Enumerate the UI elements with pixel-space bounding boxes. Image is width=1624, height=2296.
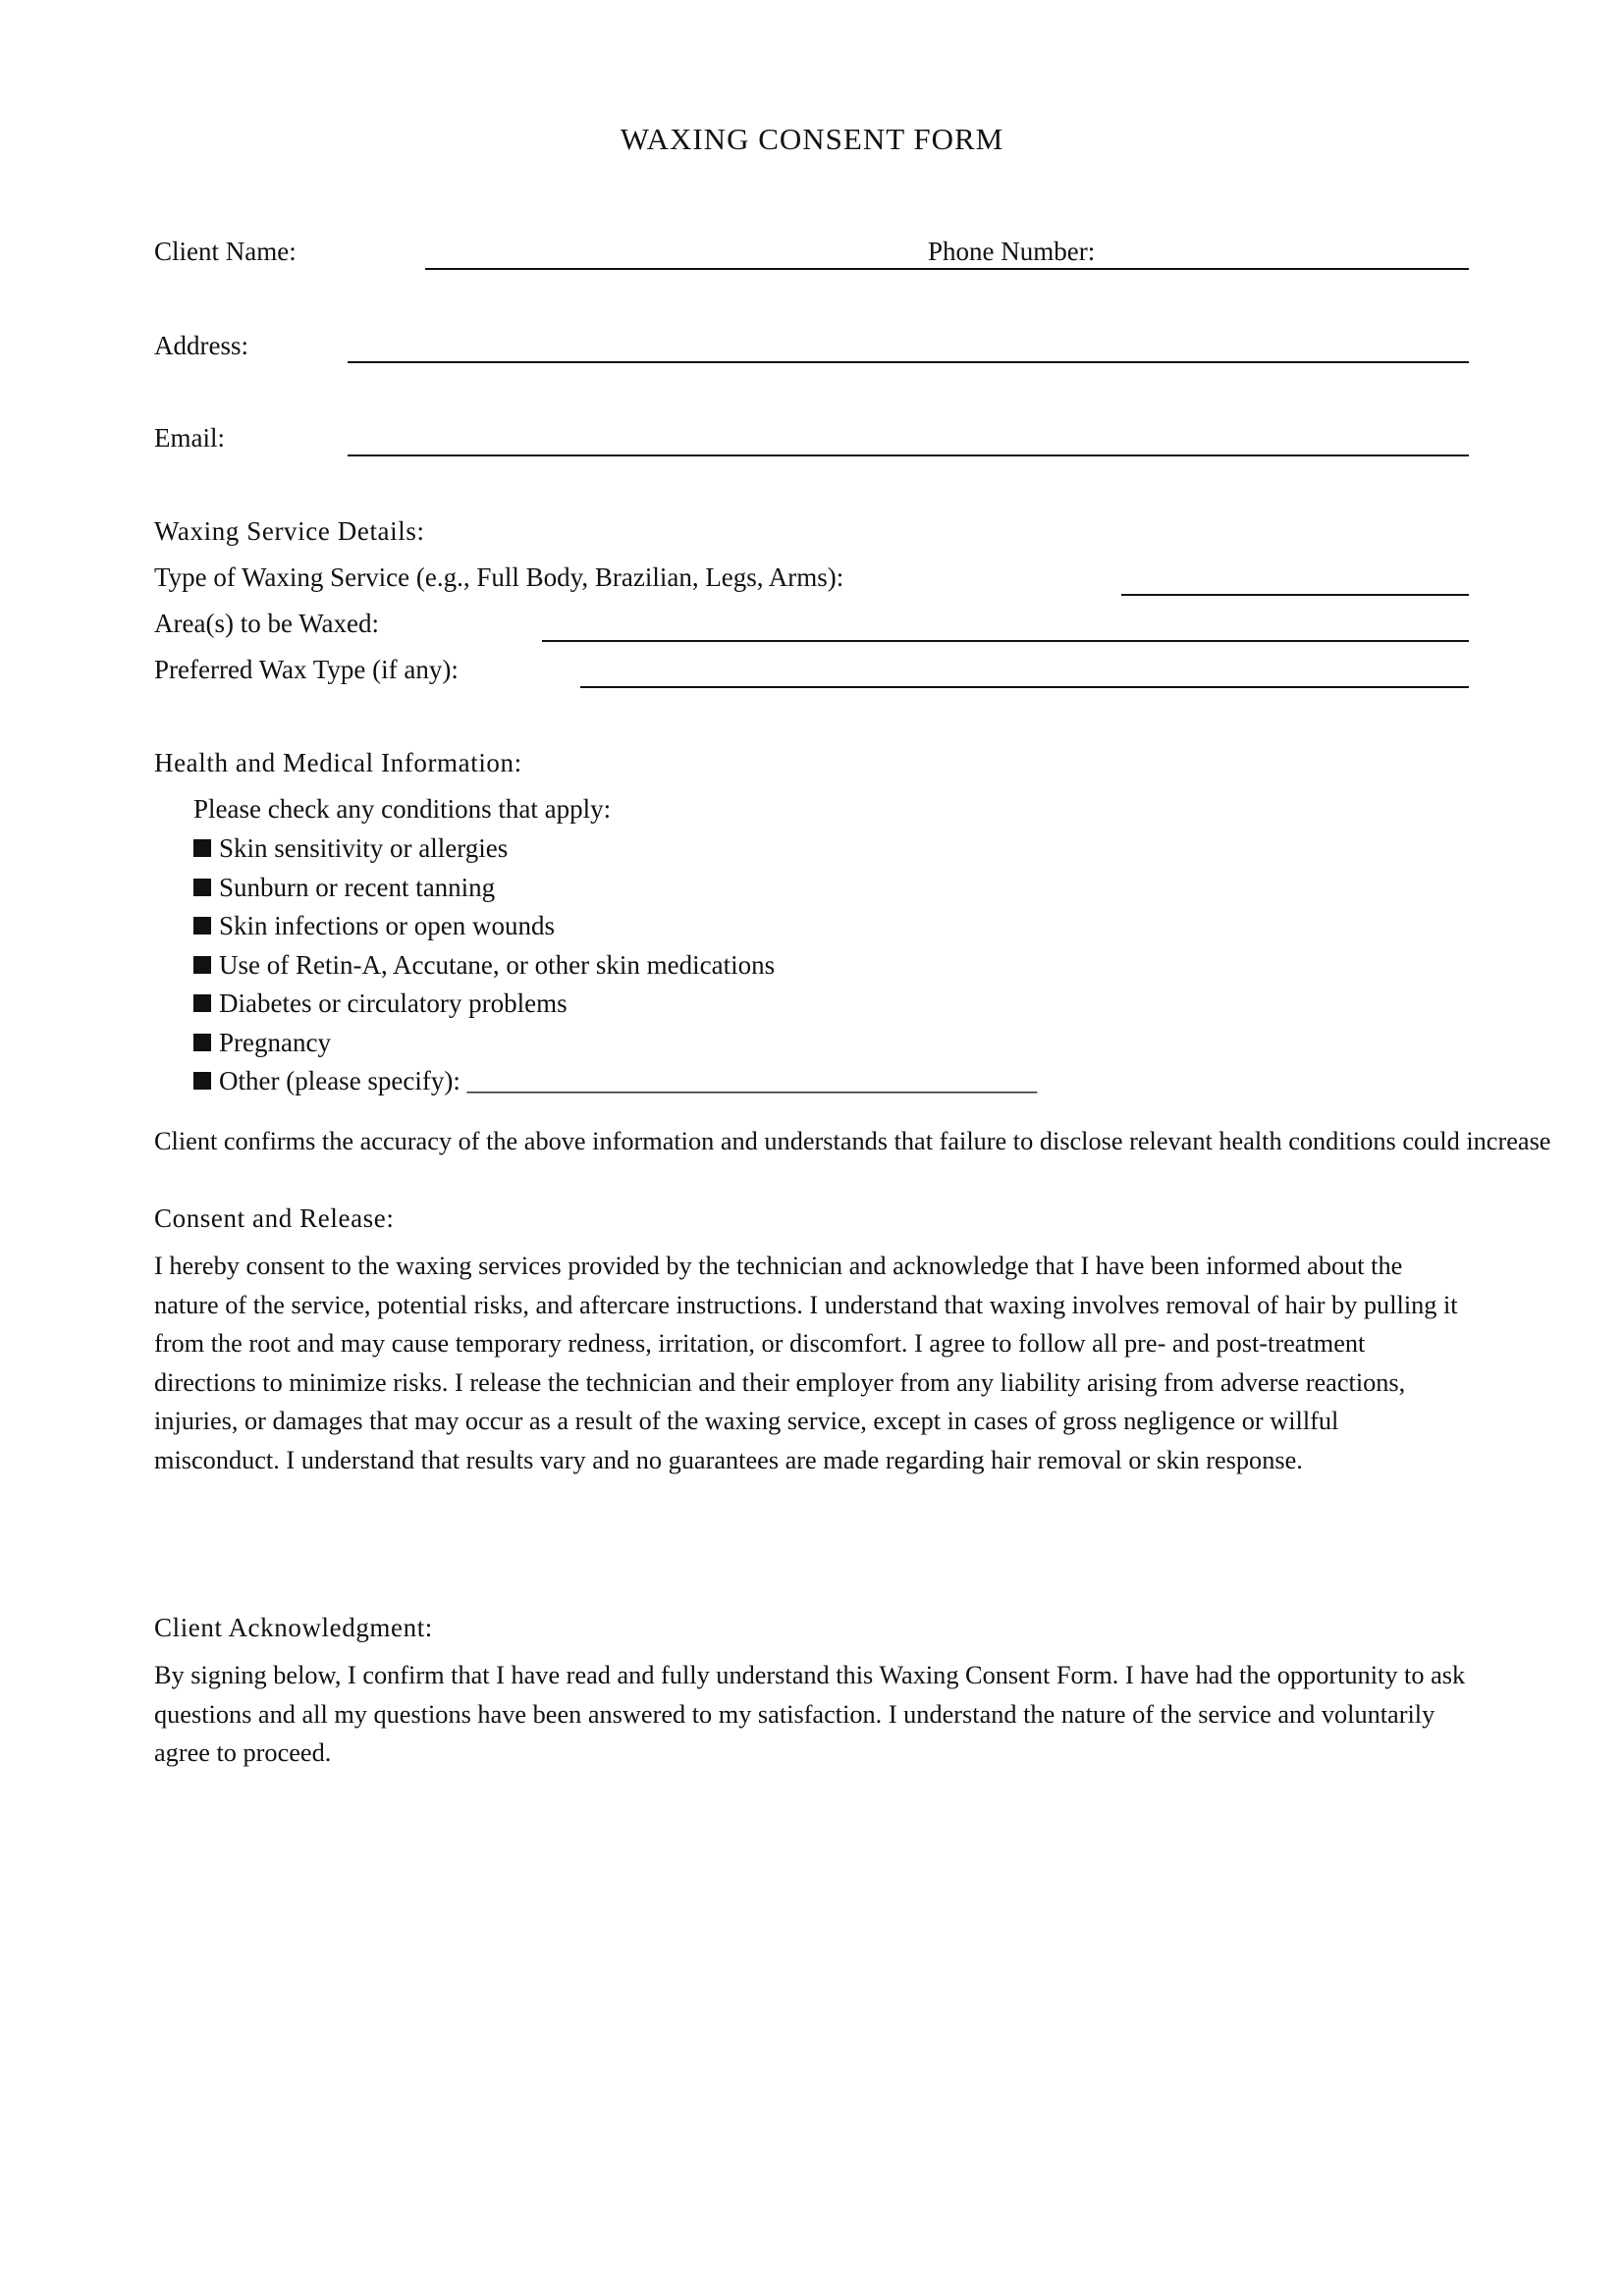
checkbox-icon[interactable] xyxy=(193,917,211,934)
condition-item[interactable]: Diabetes or circulatory problems xyxy=(193,985,1037,1024)
address-label: Address: xyxy=(154,331,248,360)
condition-item[interactable]: Pregnancy xyxy=(193,1024,1037,1063)
consent-text: I hereby consent to the waxing services provided by the technician and acknowledge that I have been informed about the nature of the service, potential risks, and aftercare instructions. I understand that waxing involves removal of hair by pulling it from the root and may cause temporary redness, irritation, or discomfort. I agree to follow all pre- and post-treatment directions to minimize risks. I release the technician and their employer from any liability arising from adverse reactions, injuries, or damages that may occur as a result of the waxing service, except in cases of gross negligence or willful misconduct. I understand that results vary and no guarantees are made regarding hair removal or skin response. xyxy=(154,1252,1458,1474)
areas-field[interactable] xyxy=(542,640,1469,642)
page-title: WAXING CONSENT FORM xyxy=(620,122,1004,156)
email-label: Email: xyxy=(154,423,225,453)
areas-label: Area(s) to be Waxed: xyxy=(154,609,379,638)
phone-number-label: Phone Number: xyxy=(928,237,1096,266)
wax-type-label: Preferred Wax Type (if any): xyxy=(154,655,459,684)
checkbox-icon[interactable] xyxy=(193,994,211,1012)
health-confirmation: Client confirms the accuracy of the above information and understands that failure to disclose relevant health conditions could increase xyxy=(154,1127,1551,1155)
condition-item[interactable]: Skin sensitivity or allergies xyxy=(193,829,1037,869)
condition-item[interactable]: Use of Retin-A, Accutane, or other skin medications xyxy=(193,946,1037,986)
client-name-label: Client Name: xyxy=(154,237,297,266)
condition-item[interactable]: Sunburn or recent tanning xyxy=(193,869,1037,908)
checkbox-icon[interactable] xyxy=(193,1034,211,1051)
condition-item[interactable]: Skin infections or open wounds xyxy=(193,907,1037,946)
service-type-label: Type of Waxing Service (e.g., Full Body, Brazilian, Legs, Arms): xyxy=(154,562,844,592)
checkbox-icon[interactable] xyxy=(193,879,211,896)
checkbox-icon[interactable] xyxy=(193,1072,211,1090)
service-type-field[interactable] xyxy=(1121,594,1469,596)
health-instruction: Please check any conditions that apply: xyxy=(193,794,612,824)
condition-item[interactable]: Other (please specify): ___________________________________________ xyxy=(193,1062,1037,1101)
acknowledgment-heading: Client Acknowledgment: xyxy=(154,1613,433,1642)
wax-type-field[interactable] xyxy=(580,686,1469,688)
checkbox-icon[interactable] xyxy=(193,956,211,974)
checkbox-icon[interactable] xyxy=(193,839,211,857)
health-heading: Health and Medical Information: xyxy=(154,748,522,777)
service-details-heading: Waxing Service Details: xyxy=(154,516,425,546)
address-field[interactable] xyxy=(348,361,1469,363)
client-name-field[interactable] xyxy=(425,268,1469,270)
conditions-checklist xyxy=(193,829,1037,1101)
email-field[interactable] xyxy=(348,454,1469,456)
acknowledgment-text: By signing below, I confirm that I have read and fully understand this Waxing Consent Form. I have had the opportunity to ask questions and all my questions have been answered to my satisfaction. I understand the nature of the service and voluntarily agree to proceed. xyxy=(154,1661,1466,1767)
consent-heading: Consent and Release: xyxy=(154,1203,395,1233)
